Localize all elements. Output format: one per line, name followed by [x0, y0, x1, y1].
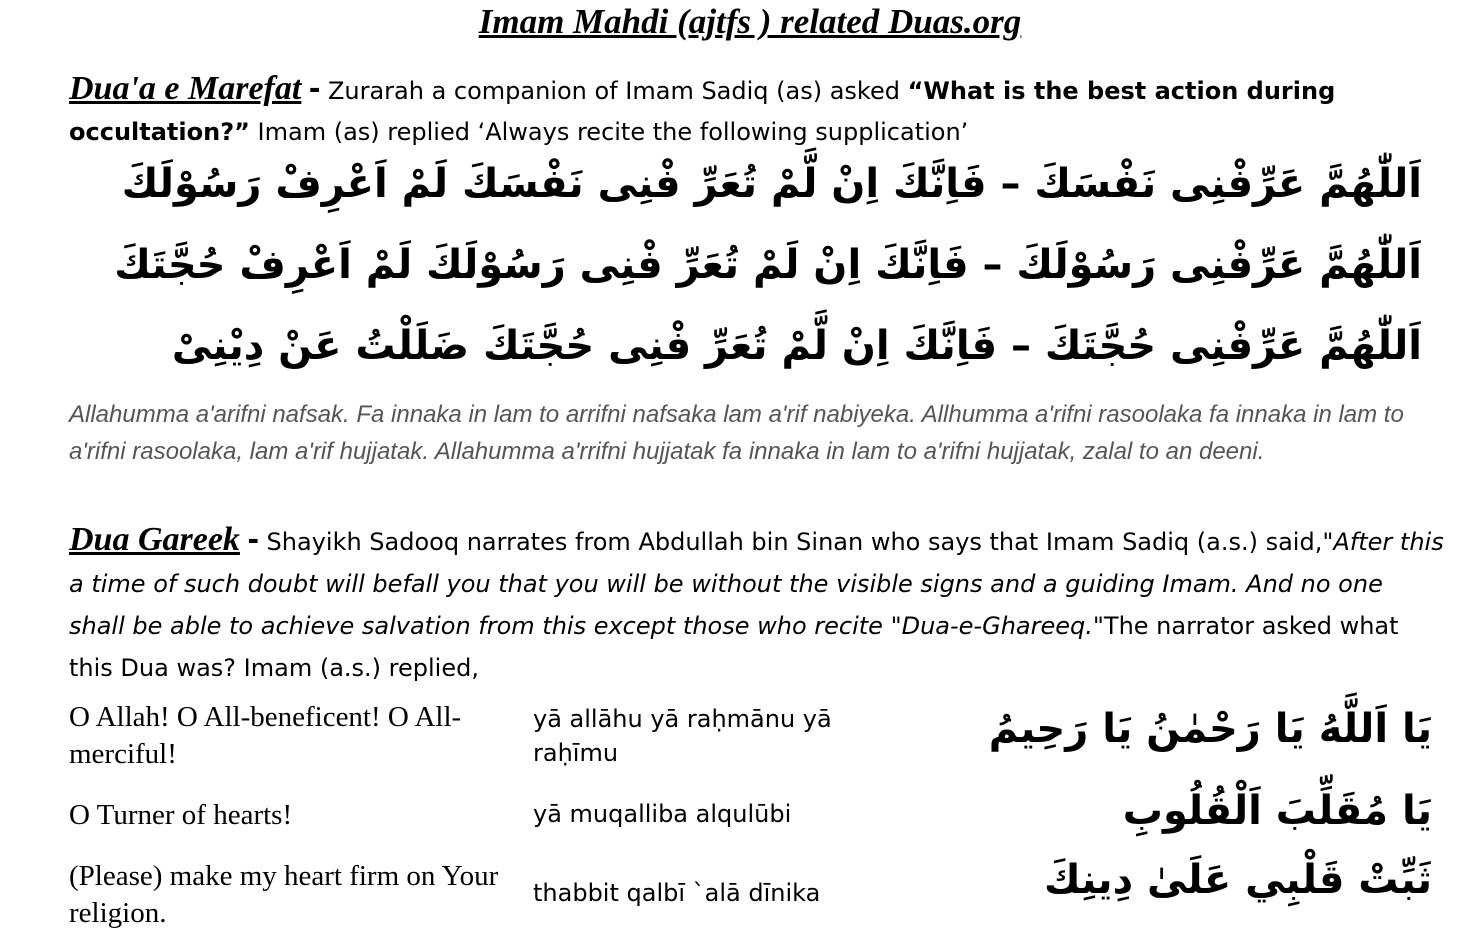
gareek-paragraph	[69, 518, 1444, 689]
dua-row-1-arabic: يَا اَللَّهُ يَا رَحْمٰنُ يَا رَحِيمُ	[988, 706, 1432, 752]
gareek-quote: "After this a time of such doubt will befall you that you will be without the visible signs and a guiding Imam. And no one shall be able to achieve salvation from this except those who recite "Dua-e-Ghareeq."	[69, 528, 1444, 640]
dua-row-3-english: (Please) make my heart firm on Your religion.	[69, 860, 499, 929]
dua-row-3-translit: thabbit qalbī `alā dīnika	[533, 879, 821, 907]
gareek-after: The narrator asked what this Dua was? Imam (a.s.) replied,	[69, 612, 1399, 682]
page-title: Imam Mahdi (ajtfs ) related Duas.org	[478, 2, 1022, 41]
dua-row-1-english: O Allah! O All-beneficent! O All-merciful!	[69, 701, 462, 770]
marefat-transliteration: Allahumma a'arifni nafsak. Fa innaka in lam to arrifni nafsaka lam a'rif nabiyeka. Allhumma a'rifni rasoolaka fa innaka in lam to a'rifni rasoolaka, lam a'rif hujjatak. Allahumma a'rrifni hujjatak fa innaka in lam to a'rifni hujjatak, zalal to an deeni.	[69, 401, 1404, 465]
gareek-intro: Shayikh Sadooq narrates from Abdullah bin Sinan who says that Imam Sadiq (a.s.) said,	[266, 528, 1323, 556]
marefat-arabic-line-3: اَللّٰهُمَّ عَرِّفْنِى حُجَّتَكَ – فَاِنَّكَ اِنْ لَّمْ تُعَرِّ فْنِى حُجَّتَكَ ضَلَلْتُ عَنْ دِيْنِىْ	[171, 323, 1422, 369]
dua-row-1-translit: yā allāhu yā raḥmānu yā raḥīmu	[533, 705, 832, 767]
marefat-reply: Imam (as) replied ‘Always recite the following supplication’	[257, 118, 969, 146]
dua-row-2-arabic: يَا مُقَلِّبَ اَلْقُلُوبِ	[1122, 788, 1432, 834]
dua-row-3-arabic: ثَبِّتْ قَلْبِي عَلَىٰ دِينِكَ	[1043, 857, 1432, 903]
dua-row-2-english: O Turner of hearts!	[69, 799, 293, 831]
marefat-paragraph	[69, 68, 1439, 153]
marefat-heading: Dua'a e Marefat	[69, 70, 302, 107]
marefat-arabic-line-1: اَللّٰهُمَّ عَرِّفْنِى نَفْسَكَ – فَاِنَّكَ اِنْ لَّمْ تُعَرِّ فْنِى نَفْسَكَ لَمْ اَعْرِفْ رَسُوْلَكَ	[121, 161, 1422, 207]
marefat-question: “What is the best action during occultation?”	[69, 77, 1336, 146]
marefat-dash: -	[308, 69, 321, 107]
gareek-dash: -	[247, 520, 259, 558]
dua-row-2-translit: yā muqalliba alqulūbi	[533, 800, 792, 828]
marefat-arabic-line-2: اَللّٰهُمَّ عَرِّفْنِى رَسُوْلَكَ – فَاِنَّكَ اِنْ لَمْ تُعَرِّ فْنِى رَسُوْلَكَ لَمْ اَعْرِفْ حُجَّتَكَ	[114, 242, 1422, 288]
marefat-intro: Zurarah a companion of Imam Sadiq (as) asked	[327, 77, 900, 105]
gareek-heading: Dua Gareek	[69, 521, 240, 558]
